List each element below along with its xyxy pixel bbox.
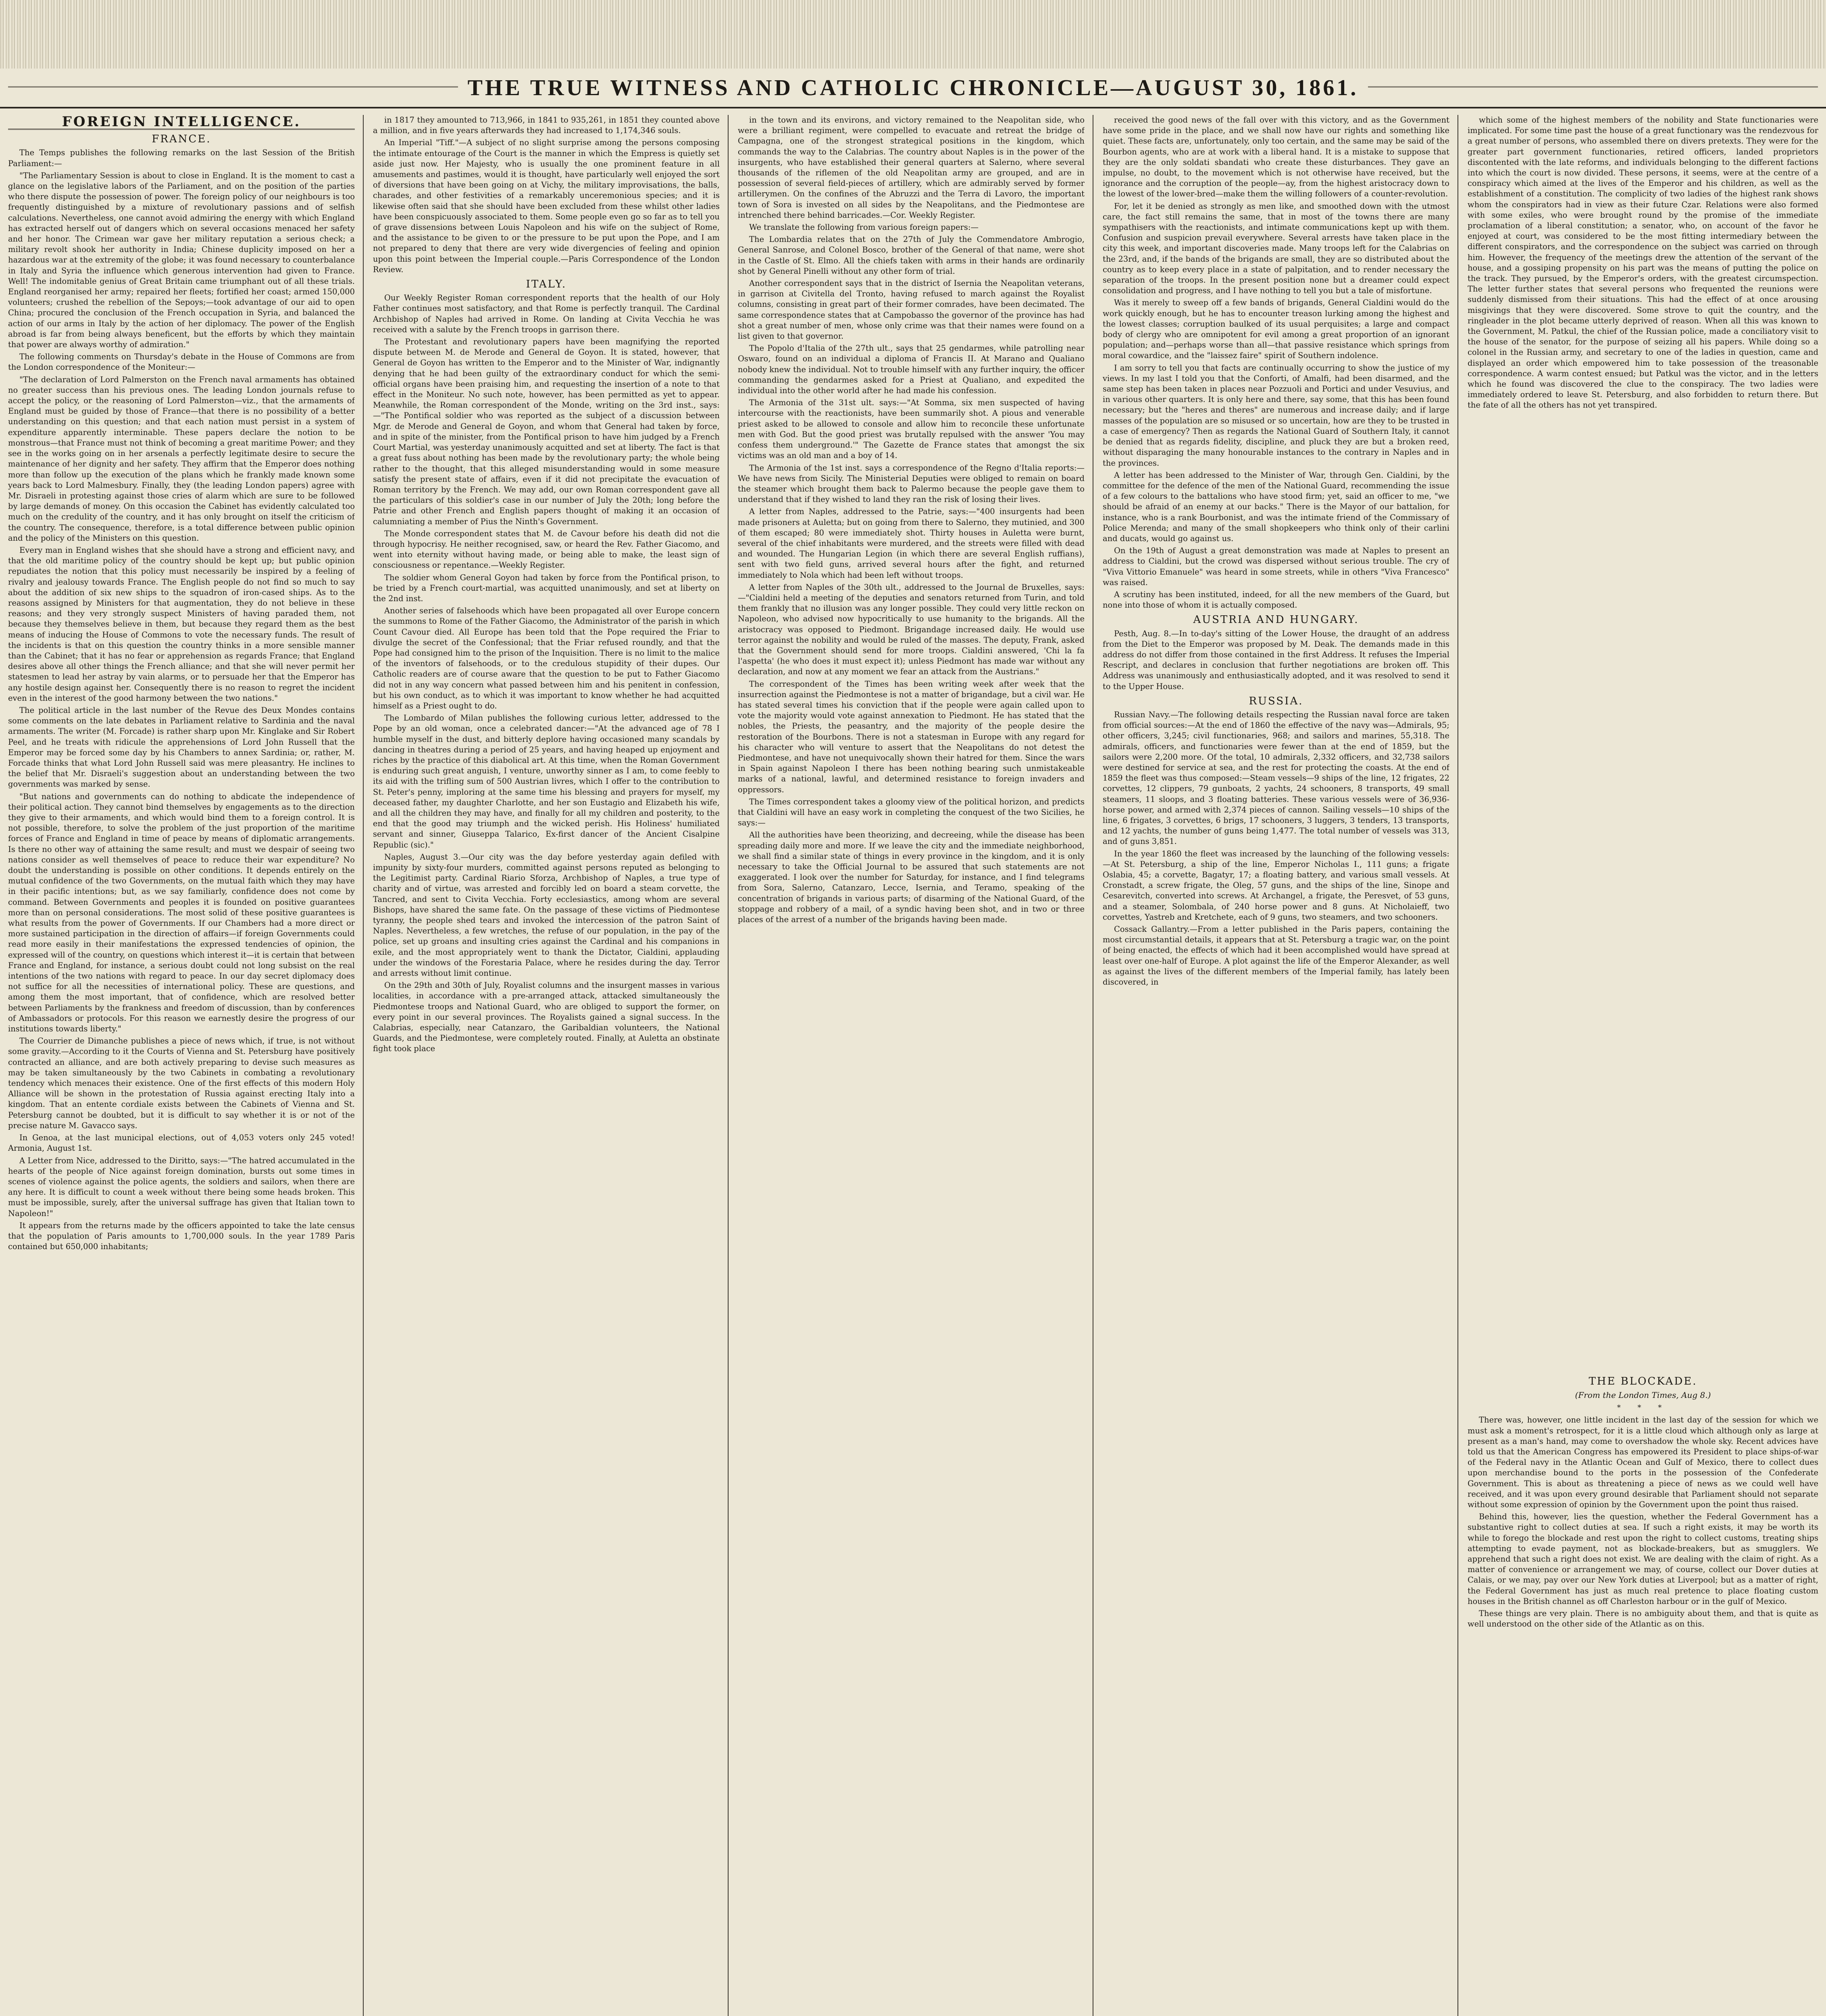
article-paragraph: Naples, August 3.—Our city was the day before yesterday again defiled with impunity by sixty-four murders, committed against persons reputed as belonging to the Legitimist party. Cardinal Riario Sforza, Archbishop of Naples, a true type of charity and of virtue, was arrested and forcibly led on board a steam corvette, the Tancred, and sent to Civita Vecchia. Forty ecclesiastics, among whom are several Bishops, have shared the same fate. On the passage of these victims of Piedmontese tyranny, the people shed tears and invoked the intercession of the patron Saint of Naples. Nevertheless, a few wretches, the refuse of our population, in the pay of the police, set up groans and insulting cries against the Cardinal and his companions in exile, and the most appropriately went to thank the Dictator, Cialdini, applauding under the windows of the Forestaria Palace, where he resides during the day. Terror and arrests without limit continue. xyxy=(373,852,720,978)
article-paragraph: The following comments on Thursday's debate in the House of Commons are from the London correspondence of the Moniteur:— xyxy=(8,352,355,372)
article-paragraph: In Genoa, at the last municipal elections, out of 4,053 voters only 245 voted! Armonia, August 1st. xyxy=(8,1133,355,1153)
article-paragraph: On the 19th of August a great demonstration was made at Naples to present an address to Cialdini, but the crowd was dispersed without serious trouble. The cry of "Viva Vittorio Emanuele" was heard in some streets, while in others "Viva Francesco" was raised. xyxy=(1103,546,1449,587)
article-paragraph: The Armonia of the 1st inst. says a correspondence of the Regno d'Italia reports:—We have news from Sicily. The Ministerial Deputies were obliged to remain on board the steamer which brought them back to Palermo because the people gave them to understand that if they wished to land they ran the risk of losing their lives. xyxy=(738,463,1085,504)
article-paragraph: in the town and its environs, and victory remained to the Neapolitan side, who were a brilliant regiment, were compelled to evacuate and retreat the bridge of Campagna, one of the strongest strategical positions in the kingdom, which commands the way to the Calabrias. The country about Naples is in the power of the insurgents, who have established their general quarters at Salerno, where several thousands of the riflemen of the old Neapolitan army are grouped, and are in possession of several field-pieces of artillery, which are admirably served by former artillerymen. On the confines of the Abruzzi and the Terra di Lavoro, the important town of Sora is invested on all sides by the Neapolitans, and the Piedmontese are intrenched there behind barricades.—Cor. Weekly Register. xyxy=(738,115,1085,220)
article-paragraph: Was it merely to sweep off a few bands of brigands, General Cialdini would do the work quickly enough, but he has to encounter treason lurking among the highest and the lowest classes; corruption baulked of its usual perquisites; a large and compact body of clergy who are omnipotent for evil among a great proportion of an ignorant population; and—perhaps worse than all—that passive resistance which springs from moral cowardice, and the "laissez faire" spirit of Southern indolence. xyxy=(1103,298,1449,360)
article-paragraph: On the 29th and 30th of July, Royalist columns and the insurgent masses in various localities, in accordance with a pre-arranged attack, attacked simultaneously the Piedmontese troops and National Guard, who are obliged to support the former, on every point in our several provinces. The Royalists gained a signal success. In the Calabrias, especially, near Catanzaro, the Garibaldian volunteers, the National Guards, and the Piedmontese, were completely routed. Finally, at Auletta an obstinate fight took place xyxy=(373,981,720,1054)
article-paragraph: There was, however, one little incident in the last day of the session for which we must ask a moment's retrospect, for it is a little cloud which although only as large at present as a man's hand, may come to overshadow the whole sky. Recent advices have told us that the American Congress has empowered its President to place ships-of-war of the Federal navy in the Atlantic Ocean and Gulf of Mexico, there to collect dues upon merchandise bound to the ports in the possession of the Confederate Government. This is about as threatening a piece of news as we could well have received, and it was upon every ground desirable that Parliament should not separate without some expression of opinion by the Government upon the point thus raised. xyxy=(1468,1415,1818,1509)
section-title-france: FRANCE. xyxy=(152,133,211,146)
article-paragraph: "The declaration of Lord Palmerston on the French naval armaments has obtained no greater success than his previous ones. The leading London journals refuse to accept the policy, or the reasoning of Lord Palmerston—viz., that the armaments of England must be guided by those of France—that there is no possibility of a better understanding on this question; and that each nation must persist in a system of expenditure apparently interminable. These papers declare the notion to be monstrous—that France must not think of becoming a great maritime Power; and they see in the works going on in her arsenals a perfectly legitimate desire to secure the maintenance of her dignity and her safety. They affirm that the Emperor does nothing more than follow up the execution of the plans which he frankly made known some years back to Lord Malmesbury. Finally, they (the leading London papers) agree with Mr. Disraeli in protesting against those cries of alarm which are sure to be followed by large demands of money. On this occasion the Cabinet has evidently calculated too much on the credulity of the country, and it has only brought on itself the criticism of the country. The consequence, therefore, is a total difference between public opinion and the policy of the Ministers on this question. xyxy=(8,375,355,543)
article-paragraph: "The Parliamentary Session is about to close in England. It is the moment to cast a glance on the legislative labors of the Parliament, and on the position of the parties who there dispute the possession of power. The foreign policy of our neighbours is too frequently distinguished by a mixture of revolutionary passions and of selfish calculations. Nevertheless, one cannot avoid admiring the energy with which England has extracted herself out of dangers which on several occasions menaced her safety and her honor. The Crimean war gave her military reputation a serious check; a military revolt shook her authority in India; Chinese duplicity imposed on her a hazardous war at the extremity of the globe; it was found necessary to counterbalance in Italy and Syria the influence which generous intervention had given to France. Well! The indomitable genius of Great Britain came triumphant out of all these trials. England reorganised her army; repaired her fleets; fortified her coast; armed 150,000 volunteers; crushed the rebellion of the Sepoys;—took advantage of our aid to open China; procured the conclusion of the French occupation in Syria, and balanced the action of our arms in Italy by the action of her diplomacy. The power of the English abroad is far from being always beneficent, but the efforts by which they maintain that power are always worthy of admiration." xyxy=(8,171,355,350)
section-title-austria-hungary: AUSTRIA AND HUNGARY. xyxy=(1193,614,1359,626)
article-paragraph: A Letter from Nice, addressed to the Diritto, says:—"The hatred accumulated in the hearts of the people of Nice against foreign domination, bursts out some times in scenes of violence against the police agents, the soldiers and sailors, when there are any here. It is difficult to count a week without there being some heads broken. This must be impossible, surely, after the universal suffrage has given that Italian town to Napoleon!" xyxy=(8,1156,355,1218)
article-paragraph: The Temps publishes the following remarks on the last Session of the British Parliament:— xyxy=(8,148,355,168)
article-paragraph: Another series of falsehoods which have been propagated all over Europe concern the summons to Rome of the Father Giacomo, the Administrator of the parish in which Count Cavour died. All Europe has been told that the Pope required the Friar to divulge the secret of the Confessional; that the Friar refused roundly, and that the Pope had consigned him to the prison of the Inquisition. There is no limit to the malice of the inventors of falsehoods, or to the credulous stupidity of their dupes. Our Catholic readers are of course aware that the question to be put to Father Giacomo did not in any way concern what passed between him and his penitent in confession, but his own conduct, as to which it was important to know whether he had acquitted himself as a Priest ought to do. xyxy=(373,606,720,710)
article-paragraphs xyxy=(8,148,355,1252)
article-paragraph: I am sorry to tell you that facts are continually occurring to show the justice of my views. In my last I told you that the Conforti, of Amalfi, had been disarmed, and the same step has been taken in places near Pozzuoli and Portici and under Vesuvius, and in various other quarters. It is only here and there, say some, that this has been found necessary; but the "heres and theres" are numerous and increase daily; and if large masses of the population are so misused or so uncertain, how are they to be trusted in a case of emergency? Then as regards the National Guard of Southern Italy, it cannot be denied that as regards fidelity, discipline, and pluck they are but a broken reed, without disparaging the many honourable instances to the contrary in Naples and in the provinces. xyxy=(1103,363,1449,468)
article-paragraph: It appears from the returns made by the officers appointed to take the late census that the population of Paris amounts to 1,700,000 souls. In the year 1789 Paris contained but 650,000 inhabitants; xyxy=(8,1220,355,1252)
column-2 xyxy=(373,115,720,2016)
masthead-title: THE TRUE WITNESS AND CATHOLIC CHRONICLE—AUGUST 30, 1861. xyxy=(458,75,1368,101)
article-paragraph: The Monde correspondent states that M. de Cavour before his death did not die through hypocrisy. He neither recognised, saw, or heard the Rev. Father Giacomo, and went into eternity without having made, or being able to make, the least sign of consciousness or repentance.—Weekly Register. xyxy=(373,529,720,570)
section-title-blockade: THE BLOCKADE. xyxy=(1589,1375,1697,1387)
page-top-scan-band xyxy=(0,0,1826,69)
article-paragraph: Cossack Gallantry.—From a letter published in the Paris papers, containing the most circumstantial details, it appears that at St. Petersburg a tragic war, on the point of being enacted, the effects of which had it been accomplished would have spread at least over one-half of Europe. A plot against the life of the Emperor Alexander, as well as against the lives of the different members of the Imperial family, has lately been discovered, in xyxy=(1103,925,1449,987)
article-paragraph: Russian Navy.—The following details respecting the Russian naval force are taken from official sources:—At the end of 1860 the effective of the navy was—Admirals, 95; other officers, 3,245; civil functionaries, 968; and sailors and marines, 55,318. The admirals, officers, and functionaries were fewer than at the end of 1859, but the sailors were 2,200 more. Of the total, 10 admirals, 2,332 officers, and 32,738 sailors were destined for service at sea, and the rest for protecting the coasts. At the end of 1859 the fleet was thus composed:—Steam vessels—9 ships of the line, 12 frigates, 22 corvettes, 12 clippers, 79 gunboats, 2 yachts, 24 schooners, 8 transports, 49 small steamers, 11 sloops, and 3 floating batteries. These various vessels were of 36,936-horse power, and armed with 2,374 pieces of cannon. Sailing vessels—10 ships of the line, 6 frigates, 3 corvettes, 6 brigs, 17 schooners, 3 luggers, 3 tenders, 13 transports, and 12 yachts, the number of guns being 1,477. The total number of vessels was 313, and of guns 3,851. xyxy=(1103,710,1449,846)
article-paragraph: The correspondent of the Times has been writing week after week that the insurrection against the Piedmontese is not a matter of brigandage, but a civil war. He has stated several times his conviction that if the people were again called upon to vote the majority would vote against annexation to Piedmont. He has stated that the nobles, the Priests, the peasantry, and the majority of the people desire the restoration of the Bourbons. There is not a statesman in Europe with any regard for his character who will venture to assert that the Neapolitans do not detest the Piedmontese, and have not unequivocally shown their hatred for them. Since the wars in Spain against Napoleon I there has been nothing bearing such unmistakeable marks of a national, lawful, and determined resistance to foreign invaders and oppressors. xyxy=(738,679,1085,794)
article-paragraph: "But nations and governments can do nothing to abdicate the independence of their political action. They cannot bind themselves by engagements as to the direction they give to their armaments, and which would bind them to a foreign control. It is not possible, therefore, to solve the problem of the just proportion of the maritime forces of France and England in time of peace by means of diplomatic arrangements. Is there no other way of attaining the same result; and must we despair of seeing two nations consider as well themselves of peace to reduce their war expenditure? No doubt the understanding is possible on other conditions. It depends entirely on the mutual confidence of the two Governments, on the mutual faith which they may have in their pacific intentions; but, as we say familiarly, confidence does not come by command. Between Governments and peoples it is founded on positive guarantees more than on personal considerations. The most solid of these positive guarantees is what results from the power of Governments. If our Chambers had a more direct or more sustained participation in the direction of affairs—if foreign Governments could read more easily in their manifestations the expressed tendencies of opinion, the expressed will of the country, on questions which interest it—it is certain that between France and England, for instance, a serious doubt could not long subsist on the real intentions of the two nations with regard to peace. In our day secret diplomacy does not suffice for all the necessities of international policy. These are questions, and among them the most important, that of confidence, which are resolved better between Parliaments by the frankness and freedom of discussion, than by conferences of Ambassadors or protocols. For this reason we earnestly desire the progress of our institutions towards liberty." xyxy=(8,791,355,1034)
article-paragraphs xyxy=(373,115,720,1054)
article-paragraphs xyxy=(1468,115,1818,411)
section-title-russia: RUSSIA. xyxy=(1249,695,1303,707)
article-paragraph: All the authorities have been theorizing, and decreeing, while the disease has been spreading daily more and more. If we leave the city and the immediate neighborhood, we shall find a similar state of things in every province in the kingdom, and it is only necessary to take the Official Journal to be assured that such statements are not exaggerated. I look over the number for Saturday, for instance, and I find telegrams from Sora, Salerno, Catanzaro, Lecce, Isernia, and Teramo, speaking of the concentration of brigands in various parts; of disarming of the National Guard, of the stoppage and robbery of a mail, of a syndic having been shot, and in two or three places of the arrest of a number of the brigands having been made. xyxy=(738,830,1085,925)
article-paragraph: In the year 1860 the fleet was increased by the launching of the following vessels:—At St. Petersburg, a ship of the line, Emperor Nicholas I., 111 guns; a frigate Oslabia, 45; a corvette, Bagatyr, 17; a floating battery, and various small vessels. At Cronstadt, a screw frigate, the Oleg, 57 guns, and the ships of the line, Sinope and Cesarevitch, converted into screws. At Archangel, a frigate, the Peresvet, of 53 guns, and a steamer, Solombala, of 240 horse power and 8 guns. At Nicholaieff, two corvettes, Yastreb and Kretchete, each of 9 guns, two steamers, and two schooners. xyxy=(1103,849,1449,922)
article-paragraph: The Lombardo of Milan publishes the following curious letter, addressed to the Pope by an old woman, once a celebrated dancer:—"At the advanced age of 78 I humble myself in the dust, and bitterly deplore having occasioned many scandals by dancing in theatres during a period of 25 years, and having heaped up enjoyment and riches by the practice of this diabolical art. At this time, when the Roman Government is enduring such great anguish, I venture, unworthy sinner as I am, to come feebly to its aid with the trifling sum of 500 Austrian livres, which I offer to the contribution to St. Peter's penny, imploring at the same time his blessing and prayers for myself, my deceased father, my daughter Charlotte, and her son Eustagio and Elizabeth his wife, and all the children they may have, and finally for all my children and posterity, to the end that the good may triumph and the wicked perish. His Holiness' humiliated servant and sinner, Giuseppa Talarico, Ex-first dancer of the Ancient Cisalpine Republic (sic)." xyxy=(373,713,720,850)
article-paragraph: which some of the highest members of the nobility and State functionaries were implicated. For some time past the house of a great functionary was the rendezvous for a great number of persons, who assembled there on divers pretexts. They were for the greater part government functionaries, retired officers, landed proprietors discontented with the late reforms, and individuals belonging to the different factions into which the court is now divided. These persons, it seems, were at the centre of a conspiracy which aimed at the lives of the Emperor and his children, as well as the establishment of a constitution. The complicity of two ladies of the highest rank shows whom the conspirators had in view as their future Czar. Relations were also formed with some exiles, who were brought round by the promise of the immediate proclamation of a liberal constitution; a senator, who, on account of the favor he enjoyed at court, was considered to be the most fitting intermediary between the different conspirators, and the correspondence on the subject was carried on through him. However, the frequency of the meetings drew the attention of the servant of the house, and a gossiping propensity on his part was the means of putting the police on the track. They pursued, by the Emperor's orders, with the greatest circumspection. The letter further states that several persons who frequented the reunions were suddenly dismissed from their situations. This had the effect of at once arousing misgivings that they were discovered. Some strove to quit the country, and the ringleader in the plot became utterly deprived of reason. When all this was known to the Government, M. Patkul, the chief of the Russian police, made a conciliatory visit to the house of the senator, for the purpose of seizing all his papers. While doing so a colonel in the Russian army, and secretary to one of the ladies in question, came and displayed an order which empowered him to take possession of the treasonable correspondence. A warm contest ensued; but Patkul was the victor, and in the letters which he found was discovered the clue to the conspiracy. The two ladies were immediately ordered to leave St. Petersburg, and also forbidden to return there. But the fate of all the others has not yet transpired. xyxy=(1468,115,1818,410)
article-paragraph: A letter has been addressed to the Minister of War, through Gen. Cialdini, by the committee for the defence of the men of the National Guard, recommending the issue of a few colours to the battalions who have stood firm; yet, said an officer to me, "we should be afraid of an enemy at our backs." There is the Mayor of our battalion, for instance, who is a rank Bourbonist, and was the intimate friend of the Commissary of Police Merenda; and many of the small shopkeepers who think only of their carlini and ducats, would go against us. xyxy=(1103,470,1449,543)
article-paragraph: received the good news of the fall over with this victory, and as the Government have some pride in the place, and we shall now have our rights and something like quiet. These facts are, unfortunately, only too certain, and the same may be said of the Bourbon agents, who are at work with a liberal hand. It is a mistake to suppose that they are the only soldati sbandati who create these disturbances. They gave an impulse, no doubt, to the movement which is not otherwise have received, but the ignorance and the corruption of the people—ay, from the highest aristocracy down to the lowest of the lower-bred—make them the willing followers of a counter-revolution. xyxy=(1103,115,1449,199)
article-paragraph: These things are very plain. There is no ambiguity about them, and that is quite as well understood on the other side of the Atlantic as on this. xyxy=(1468,1608,1818,1629)
column-rule xyxy=(1457,115,1458,2016)
section-title-foreign-intelligence: FOREIGN INTELLIGENCE. xyxy=(8,117,355,130)
article-paragraph: Every man in England wishes that she should have a strong and efficient navy, and that the old maritime policy of the country should be kept up; but public opinion repudiates the notion that this policy must necessarily be inspired by a feeling of rivalry and jealousy towards France. The English people do not find so much to say about the addition of six new ships to the squadron of iron-cased ships. As to the reasons assigned by Ministers for that augmentation, they do not believe in these reasons; and they very strongly suspect Ministers of having paraded them, not because they themselves believe in them, but because they regard them as the best means of inducing the House of Commons to vote the necessary funds. The result of the incidents is that on this question the country thinks in a more sensible manner than the Cabinet; that it has no fear or apprehension as regards France; that England desires above all other things the French alliance; and that she will never permit her statesmen to lead her astray by vain alarms, or to persuade her that the Emperor has any hostile design against her. Consequently there is no reason to regret the incident even in the interest of the good harmony between the two nations." xyxy=(8,545,355,703)
article-paragraph: We translate the following from various foreign papers:— xyxy=(749,223,979,232)
article-paragraph: The Popolo d'Italia of the 27th ult., says that 25 gendarmes, while patrolling near Oswaro, found on an individual a diploma of Francis II. At Marano and Qualiano nobody knew the individual. Not to trouble himself with any further inquiry, the officer commanding the gendarmes asked for a Priest at Qualiano, and expedited the individual into the other world after he had made his confession. xyxy=(738,344,1085,396)
blockade-source-note: (From the London Times, Aug 8.) xyxy=(1575,1390,1711,1400)
article-paragraph: Another correspondent says that in the district of Isernia the Neapolitan veterans, in garrison at Civitella del Tronto, having refused to march against the Royalist columns, consisting in great part of their former comrades, have been decimated. The same correspondence states that at Campobasso the governor of the province has had shot a great number of men, whose only crime was that their names were found on a list given to that governor. xyxy=(738,279,1085,341)
column-4 xyxy=(1103,115,1449,2016)
article-paragraph: in 1817 they amounted to 713,966, in 1841 to 935,261, in 1851 they counted above a million, and in five years afterwards they had increased to 1,174,346 souls. xyxy=(373,115,720,135)
article-paragraphs xyxy=(1103,115,1449,610)
column-rule xyxy=(363,115,364,2016)
article-paragraph: The Armonia of the 31st ult. says:—"At Somma, six men suspected of having intercourse with the reactionists, have been summarily shot. A pious and venerable priest asked to be allowed to console and allow him to reconcile these unfortunate men with God. But the good priest was brutally repulsed with the answer 'You may confess them underground.'" The Gazette de France states that amongst the six victims was an old man and a boy of 14. xyxy=(738,398,1085,460)
article-paragraph: Behind this, however, lies the question, whether the Federal Government has a substantive right to collect duties at sea. If such a right exists, it may be worth its while to forego the blockade and rest upon the right to collect customs, treating ships attempting to evade payment, not as blockade-breakers, but as smugglers. We apprehend that such a right does not exist. We are dealing with the claim of right. As a matter of convenience or arrangement we may, of course, collect our Dover duties at Calais, or we may, pay over our New York duties at Liverpool; but as a matter of right, the Federal Government has just as much real pretence to place floating custom houses in the British channel as off Charleston harbour or in the gulf of Mexico. xyxy=(1468,1512,1818,1606)
article-paragraph: Our Weekly Register Roman correspondent reports that the health of our Holy Father continues most satisfactory, and that Rome is perfectly tranquil. The Cardinal Archbishop of Naples had arrived in Rome. On landing at Civita Vecchia he was received with a salute by the French troops in garrison there. xyxy=(373,293,720,334)
article-paragraph: The Lombardia relates that on the 27th of July the Commendatore Ambrogio, General Sanrose, and Colonel Bosco, brother of the General of that name, were shot in the Castle of St. Elmo. All the chiefs taken with arms in their hands are ordinarily shot by General Pinelli without any other form of trial. xyxy=(738,235,1085,276)
masthead xyxy=(0,69,1826,108)
column-3 xyxy=(738,115,1085,2016)
article-paragraph: For, let it be denied as strongly as men like, and smoothed down with the utmost care, the fact still remains the same, that in most of the towns there are many sympathisers with the reactionists, and intimate communications kept up with them. Confusion and suspicion prevail everywhere. Several arrests have taken place in the city this week, and important discoveries made. Many troops left for the Calabrias on the 23rd, and, if the bands of the brigands are small, they are so distributed about the country as to keep every place in a state of palpitation, and to render necessary the separation of the troops. In the present position none but a dreamer could expect consolidation and progress, and I have nothing to tell you but a tale of misfortune. xyxy=(1103,201,1449,296)
section-stars: * * * xyxy=(1617,1404,1669,1412)
article-paragraph: The political article in the last number of the Revue des Deux Mondes contains some comments on the late debates in Parliament relative to Sardinia and the naval armaments. The writer (M. Forcade) is rather sharp upon Mr. Kinglake and Sir Robert Peel, and he treats with ridicule the apprehensions of Lord John Russell that the Emperor may be forced some day by his Chambers to annex Sardinia; or, rather, M. Forcade thinks that what Lord John Russell said was mere pleasantry. He inclines to the belief that Mr. Disraeli's suggestion about an understanding between the two governments was marked by sense. xyxy=(8,705,355,789)
article-paragraph: The soldier whom General Goyon had taken by force from the Pontifical prison, to be tried by a French court-martial, was acquitted unanimously, and set at liberty on the 2nd inst. xyxy=(373,573,720,603)
column-5 xyxy=(1468,115,1818,2016)
column-1 xyxy=(8,115,355,2016)
article-paragraphs xyxy=(1103,710,1449,987)
article-paragraph: The Times correspondent takes a gloomy view of the political horizon, and predicts that Cialdini will have an easy work in completing the conquest of the two Sicilies, he says:— xyxy=(738,797,1085,828)
article-paragraphs xyxy=(738,115,1085,925)
article-paragraph: The Courrier de Dimanche publishes a piece of news which, if true, is not without some gravity.—According to it the Courts of Vienna and St. Petersburg have positively contracted an alliance, and are both actively preparing to devise such measures as may be taken simultaneously by the two Cabinets in combating a revolutionary tendency which menaces their existence. One of the first effects of this modern Holy Alliance will be shown in the protestation of Russia against erecting Italy into a kingdom. That an entente cordiale exists between the Cabinets of Vienna and St. Petersburg cannot be doubted, but it is difficult to say whether it is or not of the precise nature M. Gavacco says. xyxy=(8,1036,355,1130)
article-paragraph: A letter from Naples of the 30th ult., addressed to the Journal de Bruxelles, says:—"Cialdini held a meeting of the deputies and senators returned from Turin, and told them frankly that no illusion was any longer possible. They could very little reckon on Napoleon, who advised now hypocritically to use humanity to the brigands. All the aristocracy was opposed to Piedmont. Brigandage increased daily. He would use terror against the nobility and would be ruled of the masses. The deputy, Frank, asked that the Government should send for more troops. Cialdini answered, 'Chi la fa l'aspetta' (he who does it must expect it); unless Piedmont has made war without any declaration, and now at any moment we fear an attack from the Austrians." xyxy=(738,582,1085,677)
article-paragraph: An Imperial "Tiff."—A subject of no slight surprise among the persons composing the intimate entourage of the Court is the manner in which the Empress is quietly set aside just now. Her Majesty, who is usually the one prominent feature in all amusements and pastimes, would it is thought, have particularly well enjoyed the sort of diversions that have been going on at Vichy, the military improvisations, the balls, charades, and other festivities of a remarkably unceremonious species; and it is likewise often said that she should have been excluded from these whilst other ladies have been conspicuously associated to them. Some people even go so far as to tell you of grave dissensions between Louis Napoleon and his wife on the subject of Rome, and the assistance to be given to or the pressure to be put upon the Pope, and I am not prepared to deny that there are very wide divergencies of feeling and opinion upon this point between the Imperial couple.—Paris Correspondence of the London Review. xyxy=(373,138,720,274)
article-paragraphs xyxy=(1103,629,1449,692)
column-rule xyxy=(728,115,729,2016)
column-blank-space xyxy=(1468,412,1818,1372)
article-paragraphs xyxy=(1468,1415,1818,1629)
section-title-italy: ITALY. xyxy=(526,278,567,291)
article-paragraph: A letter from Naples, addressed to the Patrie, says:—"400 insurgents had been made prisoners at Auletta; but on going from there to Salerno, they mutinied, and 300 of them escaped; 80 were immediately shot. Thirty houses in Auletta were burnt, several of the chief inhabitants were murdered, and the streets were filled with dead and wounded. The Hungarian Legion (in which there are several English ruffians), sent with two field guns, arrived several hours after the fight, and returned immediately to Nola which had been left without troops. xyxy=(738,507,1085,580)
article-paragraph: The Protestant and revolutionary papers have been magnifying the reported dispute between M. de Merode and General de Goyon. It is stated, however, that General de Goyon has written to the Emperor and to the Minister of War, indignantly denying that he had been guilty of the extraordinary conduct for which the semi-official organs have been praising him, and requesting the insertion of a note to that effect in the Moniteur. No such note, however, has been permitted as yet to appear. Meanwhile, the Roman correspondent of the Monde, writing on the 3rd inst., says:—"The Pontifical soldier who was reported as the subject of a discussion between Mgr. de Merode and General de Goyon, and whom that General had taken by force, and in spite of the minister, from the Pontifical prison to have him judged by a French Court Martial, was yesterday unanimously acquitted and set at liberty. The fact is that a great fuss about nothing has been made by the revolutionary party; the whole being rather to the thought, that this alleged misunderstanding would in some measure satisfy the present state of affairs, even if it did not precipitate the evacuation of Roman territory by the French. We may add, our own Roman correspondent gave all the particulars of this soldier's case in our number of July the 20th; long before the Patrie and other French and English papers thought of making it an occasion of calumniating a member of Pius the Ninth's Government. xyxy=(373,337,720,526)
article-paragraph: Pesth, Aug. 8.—In to-day's sitting of the Lower House, the draught of an address from the Diet to the Emperor was proposed by M. Deak. The demands made in this address do not differ from those contained in the first Address. It refuses the Imperial Rescript, and declares in conclusion that further negotiations are broken off. This Address was unanimously and enthusiastically adopted, and it was resolved to send it to the Upper House. xyxy=(1103,629,1449,691)
article-paragraph: A scrutiny has been instituted, indeed, for all the new members of the Guard, but none into those of whom it is actually composed. xyxy=(1103,589,1449,610)
